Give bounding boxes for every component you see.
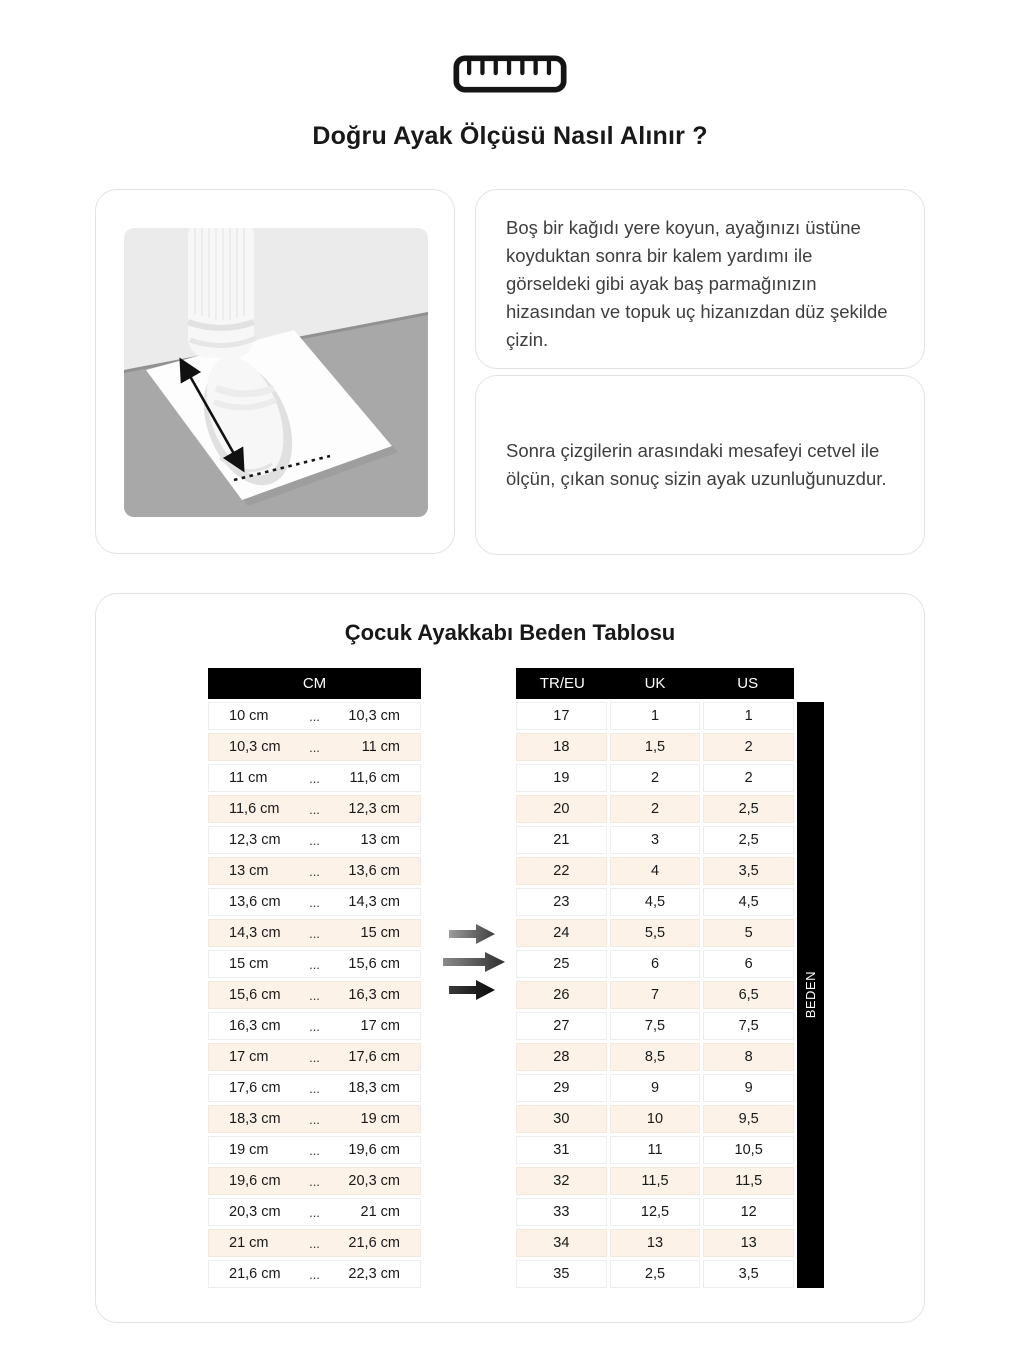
size-cell-tr-eu: 20 <box>516 795 607 823</box>
cm-from: 15,6 cm <box>229 987 281 1003</box>
range-dots: ... <box>309 894 320 910</box>
instruction-card-1 <box>475 189 925 369</box>
cm-to: 18,3 cm <box>348 1080 400 1096</box>
size-cell-tr-eu: 30 <box>516 1105 607 1133</box>
transfer-arrows-icon <box>429 920 509 1008</box>
cm-to: 16,3 cm <box>348 987 400 1003</box>
size-cell-us: 6 <box>703 950 794 978</box>
cm-from: 21,6 cm <box>229 1266 281 1282</box>
cm-row <box>208 733 421 761</box>
instruction-cards-column <box>475 189 925 555</box>
size-cell-uk: 1,5 <box>610 733 701 761</box>
size-row <box>516 950 794 978</box>
size-row <box>516 1260 794 1288</box>
size-cell-tr-eu: 19 <box>516 764 607 792</box>
cm-to: 15,6 cm <box>348 956 400 972</box>
size-cell-uk: 9 <box>610 1074 701 1102</box>
cm-to: 19 cm <box>360 1111 400 1127</box>
cm-to: 14,3 cm <box>348 894 400 910</box>
size-row <box>516 826 794 854</box>
size-cell-uk: 11,5 <box>610 1167 701 1195</box>
size-cell-uk: 12,5 <box>610 1198 701 1226</box>
cm-from: 15 cm <box>229 956 269 972</box>
size-cell-tr-eu: 27 <box>516 1012 607 1040</box>
size-cell-uk: 8,5 <box>610 1043 701 1071</box>
cm-to: 17,6 cm <box>348 1049 400 1065</box>
cm-to: 15 cm <box>360 925 400 941</box>
range-dots: ... <box>309 925 320 941</box>
size-cell-us: 11,5 <box>703 1167 794 1195</box>
size-chart-title: Çocuk Ayakkabı Beden Tablosu <box>344 620 676 645</box>
cm-to: 13 cm <box>360 832 400 848</box>
size-cell-tr-eu: 25 <box>516 950 607 978</box>
size-row <box>516 1074 794 1102</box>
size-cell-tr-eu: 33 <box>516 1198 607 1226</box>
size-row <box>516 1229 794 1257</box>
size-cell-uk: 4 <box>610 857 701 885</box>
cm-from: 17 cm <box>229 1049 269 1065</box>
size-cell-us: 9,5 <box>703 1105 794 1133</box>
size-row <box>516 733 794 761</box>
cm-from: 20,3 cm <box>229 1204 281 1220</box>
size-row <box>516 1136 794 1164</box>
size-cell-uk: 5,5 <box>610 919 701 947</box>
size-cell-us: 4,5 <box>703 888 794 916</box>
cm-from: 10 cm <box>229 708 269 724</box>
cm-from: 12,3 cm <box>229 832 281 848</box>
size-cell-uk: 3 <box>610 826 701 854</box>
cm-from: 10,3 cm <box>229 739 281 755</box>
size-row <box>516 981 794 1009</box>
size-row <box>516 919 794 947</box>
size-cell-us: 10,5 <box>703 1136 794 1164</box>
size-cell-tr-eu: 24 <box>516 919 607 947</box>
size-cell-uk: 10 <box>610 1105 701 1133</box>
size-cell-tr-eu: 34 <box>516 1229 607 1257</box>
cm-row <box>208 1043 421 1071</box>
range-dots: ... <box>309 801 320 817</box>
cm-row <box>208 919 421 947</box>
cm-from: 19,6 cm <box>229 1173 281 1189</box>
size-cell-tr-eu: 28 <box>516 1043 607 1071</box>
size-cell-us: 2,5 <box>703 826 794 854</box>
beden-label: BEDEN <box>803 971 818 1019</box>
cm-to: 12,3 cm <box>348 801 400 817</box>
size-row <box>516 888 794 916</box>
cm-row <box>208 764 421 792</box>
size-cell-tr-eu: 31 <box>516 1136 607 1164</box>
size-table-header <box>516 668 794 699</box>
table-gap-column <box>421 668 516 1008</box>
size-cell-uk: 4,5 <box>610 888 701 916</box>
size-cell-us: 9 <box>703 1074 794 1102</box>
range-dots: ... <box>309 1049 320 1065</box>
cm-from: 11 cm <box>229 770 268 786</box>
cm-from: 19 cm <box>229 1142 269 1158</box>
size-cell-tr-eu: 18 <box>516 733 607 761</box>
cm-row <box>208 857 421 885</box>
cm-from: 21 cm <box>229 1235 269 1251</box>
size-cell-tr-eu: 35 <box>516 1260 607 1288</box>
cm-row <box>208 1260 421 1288</box>
size-cell-us: 1 <box>703 702 794 730</box>
foot-photo-card <box>95 189 455 554</box>
cm-from: 13,6 cm <box>229 894 281 910</box>
size-table-body <box>516 702 794 1288</box>
page-header <box>0 0 1020 151</box>
size-row <box>516 1198 794 1226</box>
cm-to: 21,6 cm <box>348 1235 400 1251</box>
cm-to: 13,6 cm <box>348 863 400 879</box>
cm-row <box>208 981 421 1009</box>
size-row <box>516 764 794 792</box>
size-cell-tr-eu: 32 <box>516 1167 607 1195</box>
cm-to: 11,6 cm <box>349 770 400 786</box>
ruler-icon <box>452 55 568 93</box>
size-table-header-tr-eu: TR/EU <box>539 675 585 692</box>
size-cell-us: 3,5 <box>703 1260 794 1288</box>
size-row <box>516 1043 794 1071</box>
range-dots: ... <box>309 739 320 755</box>
range-dots: ... <box>309 708 320 724</box>
cm-to: 21 cm <box>360 1204 400 1220</box>
cm-from: 18,3 cm <box>229 1111 281 1127</box>
cm-from: 14,3 cm <box>229 925 281 941</box>
size-cell-uk: 2 <box>610 764 701 792</box>
cm-row <box>208 1167 421 1195</box>
beden-bar <box>797 702 824 1288</box>
range-dots: ... <box>309 1173 320 1189</box>
range-dots: ... <box>309 863 320 879</box>
cm-table-header: CM <box>208 668 421 699</box>
cm-row <box>208 888 421 916</box>
size-cell-us: 13 <box>703 1229 794 1257</box>
size-cell-us: 8 <box>703 1043 794 1071</box>
size-chart-card <box>95 593 925 1323</box>
size-cell-uk: 1 <box>610 702 701 730</box>
range-dots: ... <box>309 956 320 972</box>
size-cell-tr-eu: 29 <box>516 1074 607 1102</box>
size-cell-uk: 2 <box>610 795 701 823</box>
cm-to: 22,3 cm <box>348 1266 400 1282</box>
size-row <box>516 1167 794 1195</box>
range-dots: ... <box>309 1266 320 1282</box>
size-table-header-us: US <box>737 675 759 692</box>
cm-row <box>208 1229 421 1257</box>
size-cell-uk: 11 <box>610 1136 701 1164</box>
range-dots: ... <box>309 770 320 786</box>
range-dots: ... <box>309 1018 320 1034</box>
cm-row <box>208 1105 421 1133</box>
cm-row <box>208 1012 421 1040</box>
range-dots: ... <box>309 1111 320 1127</box>
foot-measurement-image <box>124 228 428 517</box>
size-cell-us: 6,5 <box>703 981 794 1009</box>
size-row <box>516 795 794 823</box>
size-cell-uk: 7,5 <box>610 1012 701 1040</box>
size-cell-us: 2,5 <box>703 795 794 823</box>
size-table-header-uk: UK <box>644 675 666 692</box>
cm-row <box>208 702 421 730</box>
size-cell-tr-eu: 23 <box>516 888 607 916</box>
size-row <box>516 1012 794 1040</box>
cm-from: 16,3 cm <box>229 1018 281 1034</box>
size-cell-us: 3,5 <box>703 857 794 885</box>
cm-row <box>208 1074 421 1102</box>
size-cell-us: 2 <box>703 733 794 761</box>
cm-to: 20,3 cm <box>348 1173 400 1189</box>
cm-row <box>208 826 421 854</box>
size-cell-uk: 13 <box>610 1229 701 1257</box>
cm-row <box>208 795 421 823</box>
cm-from: 17,6 cm <box>229 1080 281 1096</box>
cm-from: 13 cm <box>229 863 269 879</box>
size-cell-uk: 6 <box>610 950 701 978</box>
size-cell-uk: 7 <box>610 981 701 1009</box>
cm-to: 10,3 cm <box>348 708 400 724</box>
size-cell-tr-eu: 26 <box>516 981 607 1009</box>
instruction-text-2: Sonra çizgilerin arasındaki mesafeyi cetvel ile ölçün, çıkan sonuç sizin ayak uzunluğunuzdur. <box>506 439 887 489</box>
cm-to: 11 cm <box>361 739 400 755</box>
size-table <box>516 668 794 1291</box>
range-dots: ... <box>309 1204 320 1220</box>
cm-table-body <box>208 702 421 1288</box>
size-row <box>516 1105 794 1133</box>
cm-row <box>208 1136 421 1164</box>
size-chart-tables <box>208 668 924 1291</box>
size-cell-tr-eu: 17 <box>516 702 607 730</box>
size-cell-uk: 2,5 <box>610 1260 701 1288</box>
range-dots: ... <box>309 1080 320 1096</box>
cm-to: 17 cm <box>360 1018 400 1034</box>
size-cell-us: 5 <box>703 919 794 947</box>
measurement-instructions-section <box>95 189 925 555</box>
size-cell-us: 2 <box>703 764 794 792</box>
range-dots: ... <box>309 987 320 1003</box>
instruction-card-2 <box>475 375 925 555</box>
page-title: Doğru Ayak Ölçüsü Nasıl Alınır ? <box>312 122 708 150</box>
size-cell-tr-eu: 22 <box>516 857 607 885</box>
cm-row <box>208 1198 421 1226</box>
range-dots: ... <box>309 1235 320 1251</box>
size-cell-us: 12 <box>703 1198 794 1226</box>
size-cell-us: 7,5 <box>703 1012 794 1040</box>
range-dots: ... <box>309 832 320 848</box>
instruction-text-1: Boş bir kağıdı yere koyun, ayağınızı üstüne koyduktan sonra bir kalem yardımı ile görseldeki gibi ayak baş parmağınızın hizasından ve topuk uç hizanızdan düz şekilde çizin. <box>506 217 888 351</box>
size-row <box>516 702 794 730</box>
size-cell-tr-eu: 21 <box>516 826 607 854</box>
cm-row <box>208 950 421 978</box>
cm-to: 19,6 cm <box>348 1142 400 1158</box>
range-dots: ... <box>309 1142 320 1158</box>
size-row <box>516 857 794 885</box>
cm-table <box>208 668 421 1291</box>
cm-from: 11,6 cm <box>229 801 280 817</box>
